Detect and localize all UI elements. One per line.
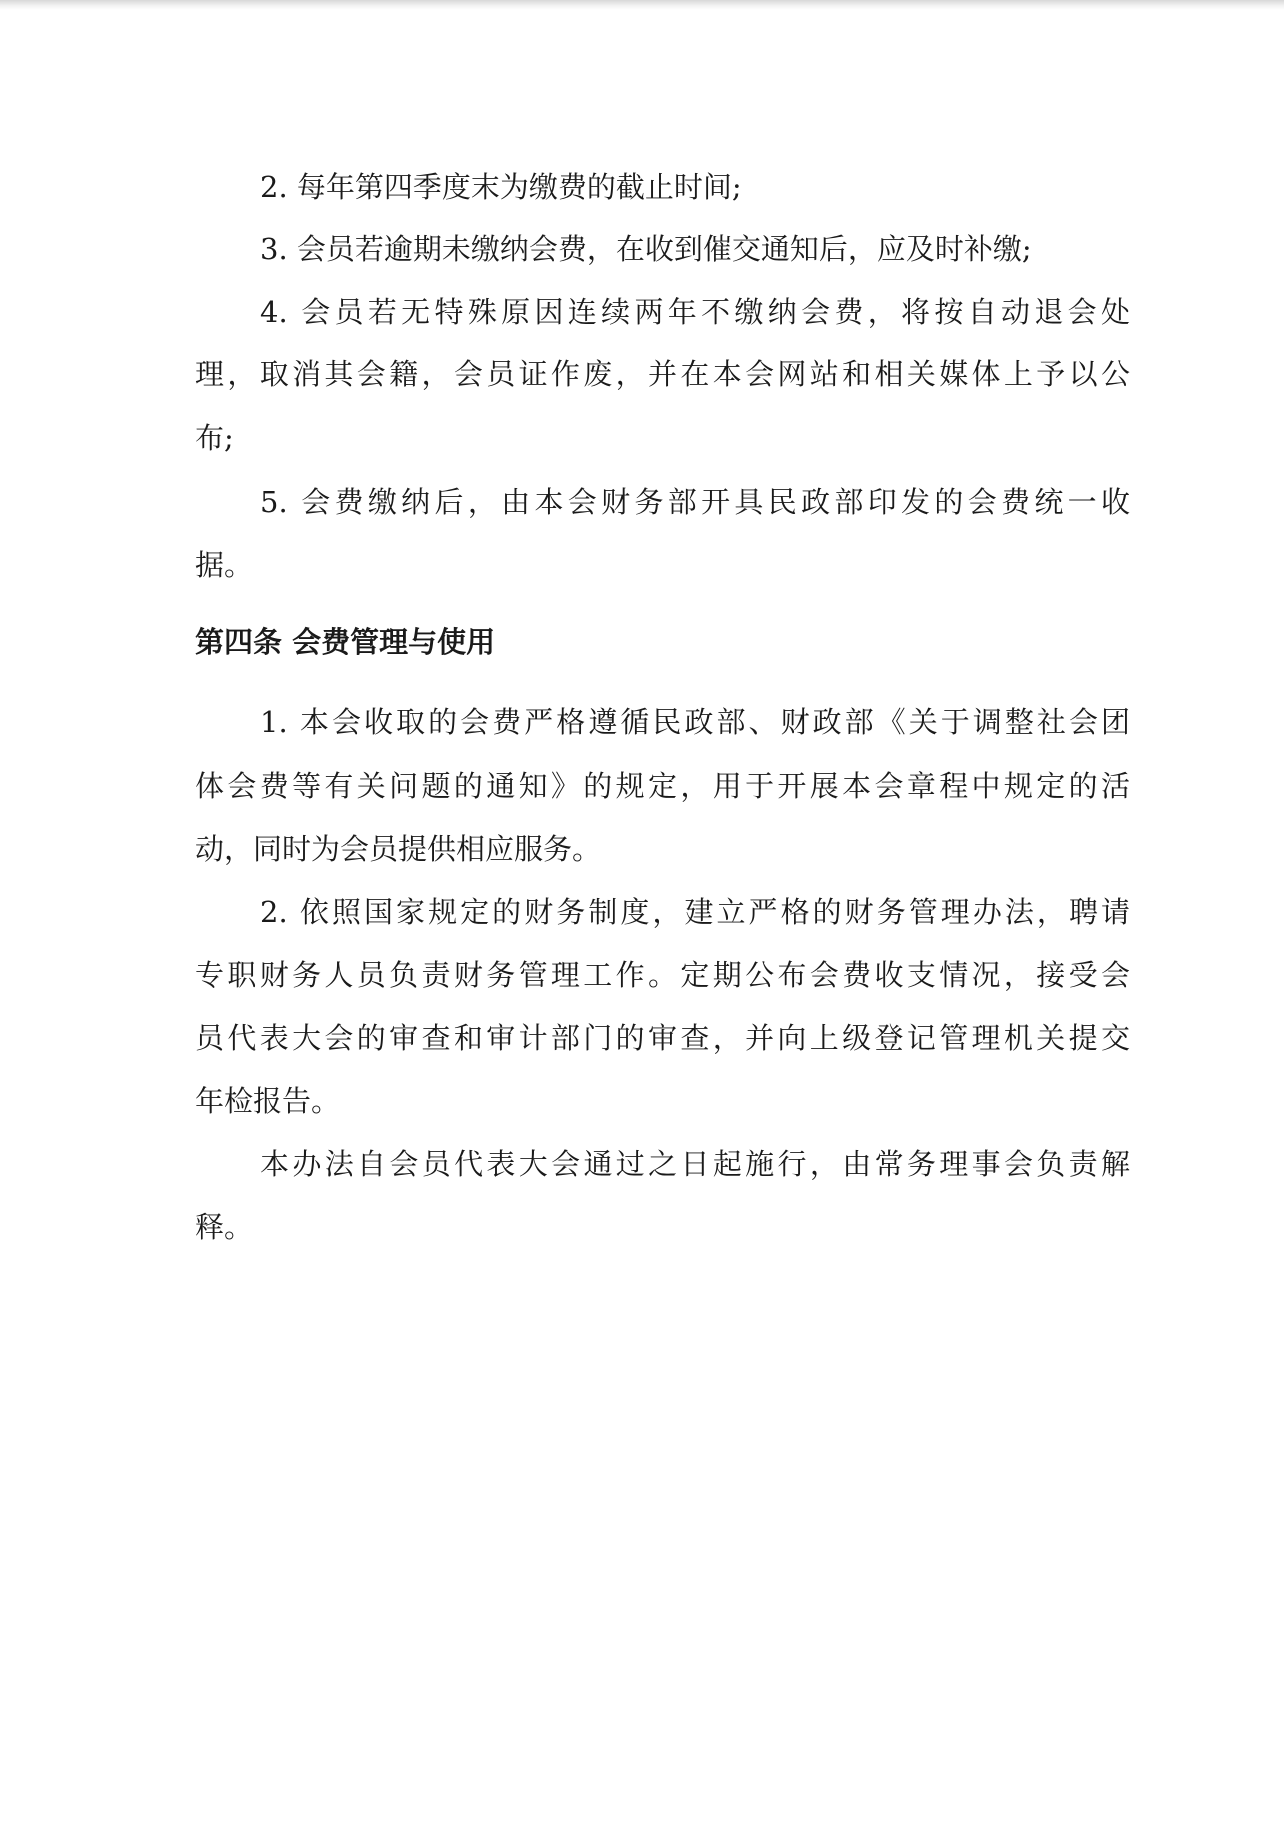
closing-line-2: 释。 (195, 1210, 254, 1244)
s4-item-2-line-2: 专职财务人员负责财务管理工作。定期公布会费收支情况，接受会 (195, 958, 1130, 992)
item-5-line-1: 5. 会费缴纳后，由本会财务部开具民政部印发的会费统一收 (260, 485, 1130, 519)
item-5-line-2: 据。 (195, 548, 254, 582)
item-3-line-1: 3. 会员若逾期未缴纳会费，在收到催交通知后，应及时补缴; (260, 232, 1032, 266)
s4-item-1-line-1: 1. 本会收取的会费严格遵循民政部、财政部《关于调整社会团 (260, 705, 1130, 739)
s4-item-1-line-3: 动，同时为会员提供相应服务。 (195, 832, 602, 866)
s4-item-2-line-4: 年检报告。 (195, 1084, 341, 1118)
item-4-line-1: 4. 会员若无特殊原因连续两年不缴纳会费，将按自动退会处 (260, 295, 1130, 329)
item-2-line-1: 2. 每年第四季度末为缴费的截止时间; (260, 170, 742, 204)
s4-item-2-line-3: 员代表大会的审查和审计部门的审查，并向上级登记管理机关提交 (195, 1021, 1130, 1055)
section-4-heading: 第四条 会费管理与使用 (195, 625, 496, 659)
s4-item-1-line-2: 体会费等有关问题的通知》的规定，用于开展本会章程中规定的活 (195, 769, 1130, 803)
closing-line-1: 本办法自会员代表大会通过之日起施行，由常务理事会负责解 (260, 1147, 1130, 1181)
s4-item-2-line-1: 2. 依照国家规定的财务制度，建立严格的财务管理办法，聘请 (260, 895, 1130, 929)
item-4-line-3: 布; (195, 421, 234, 455)
item-4-line-2: 理，取消其会籍，会员证作废，并在本会网站和相关媒体上予以公 (195, 357, 1130, 391)
